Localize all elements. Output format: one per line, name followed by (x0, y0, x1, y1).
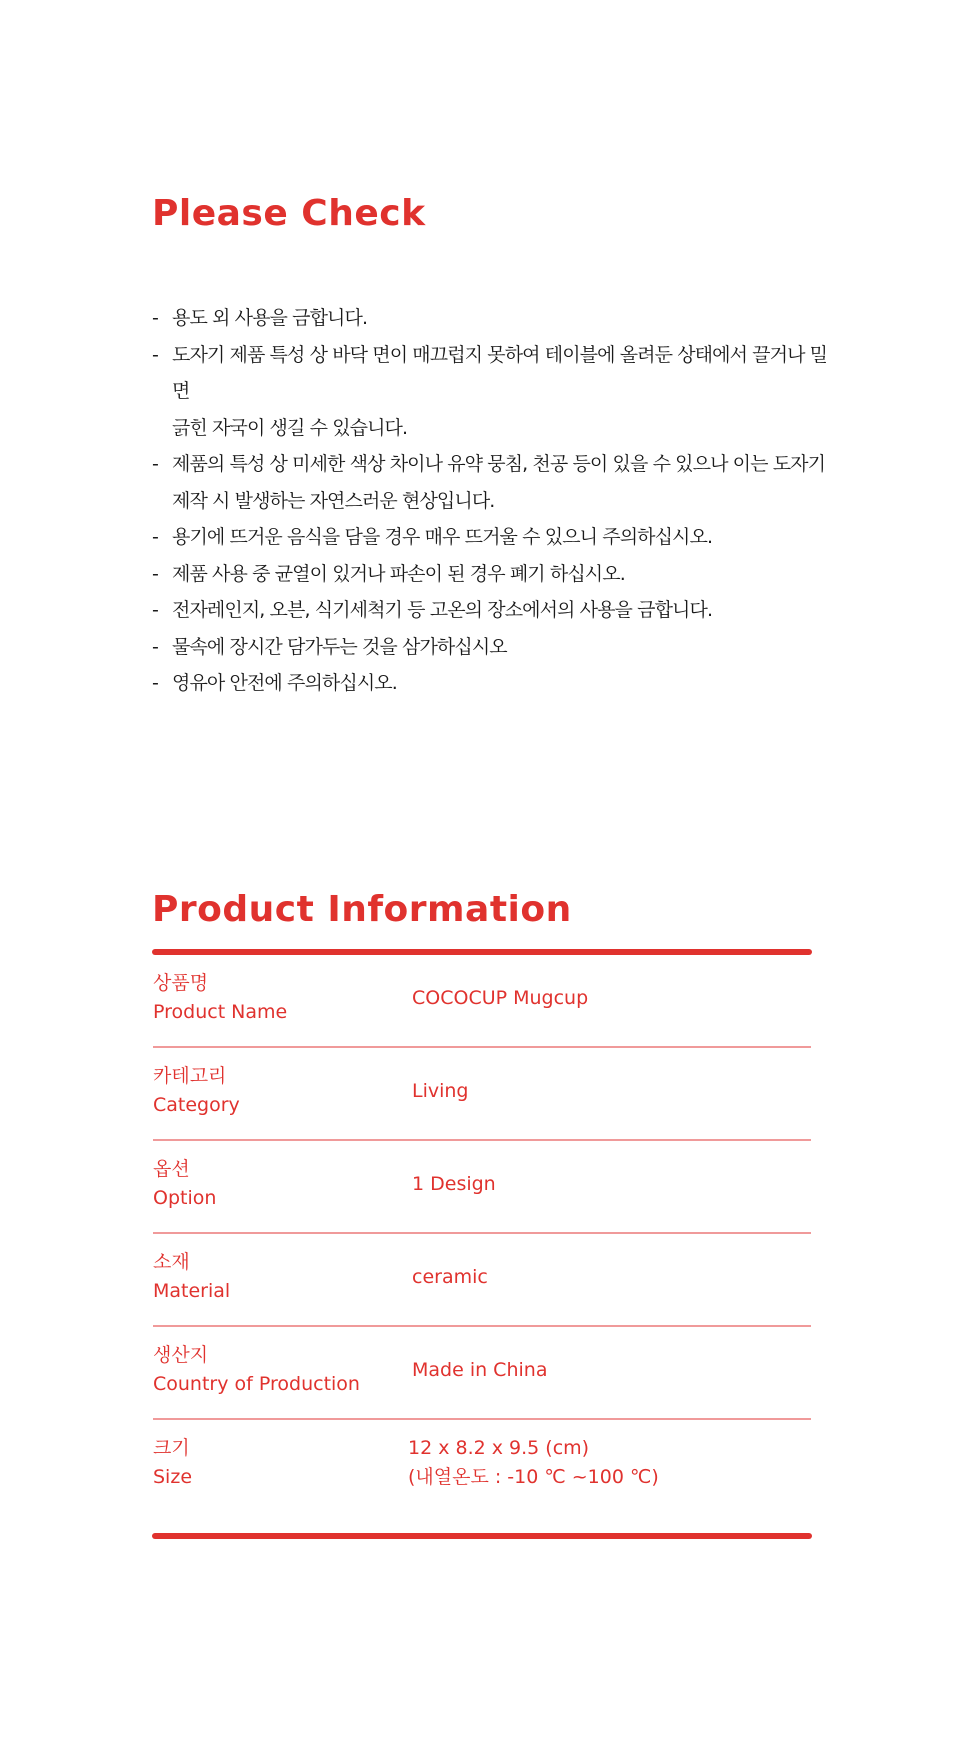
spec-row-option (153, 1141, 811, 1234)
caution-text-line-2: 긁힌 자국이 생길 수 있습니다. (172, 416, 408, 439)
spec-row-product-name (153, 955, 811, 1048)
spec-value (412, 984, 588, 1013)
spec-row-country-of-production (153, 1327, 811, 1420)
spec-value (412, 1263, 488, 1292)
bullet-dash: - (152, 343, 158, 366)
spec-value (412, 1170, 496, 1199)
spec-value (412, 1356, 547, 1385)
bullet-dash: - (152, 562, 158, 585)
spec-label (153, 1248, 230, 1306)
spec-value-text: 12 x 8.2 x 9.5 (cm) (408, 1437, 590, 1459)
spec-label-english: Category (153, 1094, 240, 1116)
spec-label-english: Material (153, 1280, 231, 1302)
spec-row-size (153, 1420, 811, 1520)
caution-item (152, 556, 832, 593)
spec-label-korean: 생산지 (153, 1344, 209, 1366)
caution-text-line-2: 제작 시 발생하는 자연스러운 현상입니다. (172, 489, 495, 512)
spec-value-heat-range: (내열온도 : -10 ℃ ~100 ℃) (408, 1466, 659, 1488)
spec-label (153, 969, 287, 1027)
bullet-dash: - (152, 672, 158, 694)
spec-label-korean: 크기 (153, 1437, 190, 1459)
spec-row-category (153, 1048, 811, 1141)
spec-value-text: Living (412, 1080, 469, 1102)
caution-text: 물속에 장시간 담가두는 것을 삼가하십시오 (172, 635, 507, 658)
table-bottom-rule (152, 1533, 812, 1539)
caution-item (152, 337, 832, 447)
spec-value (408, 1434, 659, 1492)
spec-label (153, 1155, 216, 1213)
please-check-heading: Please Check (152, 193, 426, 234)
product-information-heading: Product Information (152, 889, 572, 930)
spec-label-korean: 옵션 (153, 1158, 190, 1180)
bullet-dash: - (152, 307, 158, 329)
bullet-dash: - (152, 453, 158, 475)
caution-text: 용도 외 사용을 금합니다. (172, 307, 368, 329)
caution-text-line-1: 제품의 특성 상 미세한 색상 차이나 유약 뭉침, 천공 등이 있을 수 있으나 이는 도자기 (172, 453, 826, 475)
caution-item (152, 519, 832, 556)
caution-item (152, 665, 832, 702)
spec-label (153, 1341, 360, 1399)
spec-label-english: Option (153, 1187, 217, 1209)
spec-value-text: ceramic (412, 1266, 488, 1288)
product-spec-table (153, 955, 811, 1520)
spec-label-korean: 카테고리 (153, 1065, 227, 1087)
spec-value-text: 1 Design (412, 1173, 496, 1195)
bullet-dash: - (152, 599, 158, 621)
spec-label-korean: 소재 (153, 1251, 190, 1273)
caution-item (152, 629, 832, 666)
caution-text: 제품 사용 중 균열이 있거나 파손이 된 경우 폐기 하십시오. (172, 562, 625, 585)
spec-value (412, 1077, 469, 1106)
spec-label-english: Size (153, 1466, 193, 1488)
caution-item (152, 446, 832, 519)
caution-text: 영유아 안전에 주의하십시오. (172, 672, 397, 694)
caution-list (152, 300, 832, 702)
caution-text: 용기에 뜨거운 음식을 담을 경우 매우 뜨거울 수 있으니 주의하십시오. (172, 526, 713, 548)
spec-label (153, 1062, 240, 1120)
spec-value-text: COCOCUP Mugcup (412, 987, 589, 1009)
bullet-dash: - (152, 635, 158, 658)
spec-label (153, 1434, 192, 1492)
caution-item (152, 300, 832, 337)
caution-text: 전자레인지, 오븐, 식기세척기 등 고온의 장소에서의 사용을 금합니다. (172, 599, 713, 621)
caution-text-line-1: 도자기 제품 특성 상 바닥 면이 매끄럽지 못하여 테이블에 올려둔 상태에서 끌거나 밀면 (172, 343, 828, 402)
caution-item (152, 592, 832, 629)
spec-label-english: Country of Production (153, 1373, 360, 1395)
spec-label-korean: 상품명 (153, 972, 209, 994)
spec-row-material (153, 1234, 811, 1327)
bullet-dash: - (152, 526, 158, 548)
spec-label-english: Product Name (153, 1001, 288, 1023)
spec-value-text: Made in China (412, 1359, 548, 1381)
